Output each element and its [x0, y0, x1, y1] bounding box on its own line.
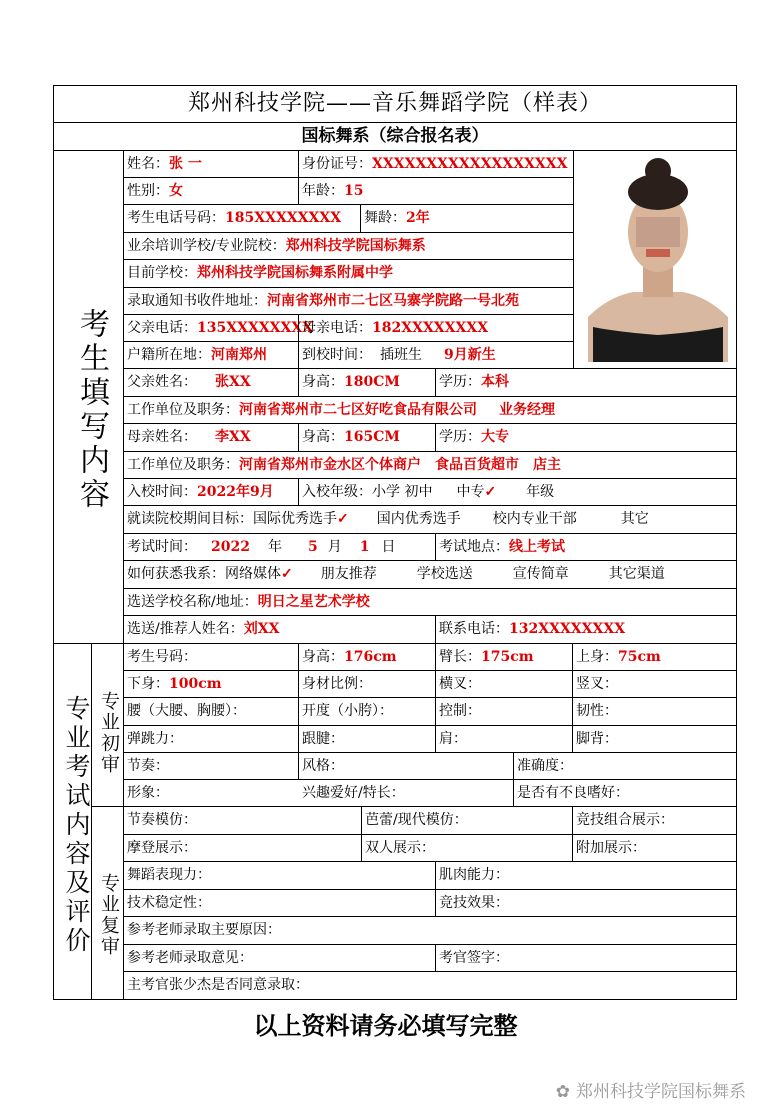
address-label: 录取通知书收件地址：	[127, 293, 267, 309]
mother-name-value[interactable]: 李XX	[215, 429, 251, 445]
exam-year[interactable]: 2022	[211, 539, 250, 555]
image-label[interactable]: 形象：	[127, 785, 169, 801]
enroll-grade-opt2[interactable]: 年级	[526, 484, 555, 500]
exam-day[interactable]: 1	[359, 539, 370, 555]
instep-label[interactable]: 脚背：	[576, 731, 618, 747]
exam-height-label: 身高：	[302, 649, 344, 665]
source-opt4[interactable]: 其它渠道	[608, 566, 665, 582]
heel-label[interactable]: 跟腱：	[302, 731, 344, 747]
split-v-label[interactable]: 竖叉：	[576, 676, 618, 692]
effect-label[interactable]: 竞技效果：	[439, 895, 509, 911]
mother-edu-value[interactable]: 大专	[481, 429, 509, 445]
watermark	[556, 1077, 746, 1102]
contact-label: 联系电话：	[439, 621, 509, 637]
school-label: 业余培训学校/专业院校：	[127, 238, 286, 254]
habit-label[interactable]: 是否有不良嗜好：	[517, 785, 629, 801]
address-value[interactable]: 河南省郑州市二七区马寨学院路一号北苑	[267, 293, 519, 309]
current-school-label: 目前学校：	[127, 265, 197, 281]
form-subtitle: 国标舞系（综合报名表）	[301, 126, 489, 146]
section-exam: 专业考试内容及评价	[62, 694, 91, 956]
muscle-label[interactable]: 肌肉能力：	[439, 867, 509, 883]
arrival-type: 插班生	[380, 347, 422, 363]
modern-label[interactable]: 摩登展示：	[127, 840, 197, 856]
dance-age-value[interactable]: 2年	[406, 210, 430, 226]
chief-label[interactable]: 主考官张少杰是否同意录取：	[127, 977, 309, 993]
mother-work-label: 工作单位及职务：	[127, 457, 239, 473]
arrival-value[interactable]: 9月新生	[444, 347, 496, 363]
dance-age-label: 舞龄：	[364, 210, 406, 226]
exam-day-unit: 日	[381, 539, 396, 555]
father-work-value[interactable]: 河南省郑州市二七区好吃食品有限公司	[239, 402, 477, 418]
shoulder-label[interactable]: 肩：	[439, 731, 467, 747]
mother-height-label: 身高：	[302, 429, 344, 445]
footer-note: 以上资料请务必填写完整	[253, 1011, 518, 1040]
father-height-label: 身高：	[302, 374, 344, 390]
id-value[interactable]: XXXXXXXXXXXXXXXXXX	[372, 156, 568, 172]
section-second-review: 专业复审	[98, 873, 120, 957]
rhythm-imit-label[interactable]: 节奏模仿：	[127, 812, 197, 828]
enroll-time-label: 入校时间：	[127, 484, 197, 500]
watermark-text: 郑州科技学院国标舞系	[576, 1082, 746, 1102]
father-height-value[interactable]: 180CM	[344, 374, 400, 390]
section-applicant: 考生填写内容	[74, 308, 109, 512]
sender-name-label: 选送/推荐人姓名：	[127, 621, 244, 637]
waist-label[interactable]: 腰（大腰、胸腰）：	[127, 703, 246, 719]
signature-label[interactable]: 考官签字：	[439, 950, 509, 966]
mother-title-value[interactable]: 店主	[533, 457, 561, 473]
mother-height-value[interactable]: 165CM	[344, 429, 400, 445]
style-label[interactable]: 风格：	[302, 758, 344, 774]
gender-value[interactable]: 女	[169, 183, 183, 199]
exam-place-label: 考试地点：	[439, 539, 509, 555]
exam-month[interactable]: 5	[307, 539, 318, 555]
age-label: 年龄：	[302, 183, 344, 199]
applicant-photo	[588, 157, 728, 362]
hip-label[interactable]: 开度（小胯）：	[302, 703, 393, 719]
hukou-value[interactable]: 河南郑州	[211, 347, 267, 363]
goal-label[interactable]: 就读院校期间目标：国际优秀选手	[127, 511, 337, 527]
exam-place-value[interactable]: 线上考试	[509, 539, 565, 555]
father-edu-label: 学历：	[439, 374, 481, 390]
father-name-label: 父亲姓名：	[127, 374, 197, 390]
father-work-label: 工作单位及职务：	[127, 402, 239, 418]
source-opt1[interactable]: 朋友推荐	[320, 566, 377, 582]
goal-opt3[interactable]: 其它	[620, 511, 649, 527]
extra-label[interactable]: 附加展示：	[576, 840, 646, 856]
split-h-label[interactable]: 横叉：	[439, 676, 481, 692]
accuracy-label[interactable]: 准确度：	[517, 758, 573, 774]
source-opt2[interactable]: 学校选送	[416, 566, 473, 582]
contact-value[interactable]: 132XXXXXXXX	[509, 621, 626, 637]
stability-label[interactable]: 技术稳定性：	[127, 895, 211, 911]
portrait-image	[588, 157, 728, 362]
arrival-label: 到校时间：	[302, 347, 372, 363]
sender-school-label: 选送学校名称/地址：	[127, 594, 258, 610]
lower-label: 下身：	[127, 676, 169, 692]
source-label[interactable]: 如何获悉我系：网络媒体	[127, 566, 281, 582]
ratio-label[interactable]: 身材比例：	[302, 676, 372, 692]
exam-year-unit: 年	[267, 539, 282, 555]
section-first-review: 专业初审	[98, 691, 120, 775]
mother-work-value[interactable]: 河南省郑州市金水区个体商户	[239, 457, 421, 473]
upper-value[interactable]: 75cm	[618, 649, 661, 665]
age-value[interactable]: 15	[344, 183, 364, 199]
tough-label[interactable]: 韧性：	[576, 703, 618, 719]
father-edu-value[interactable]: 本科	[481, 374, 509, 390]
hukou-label: 户籍所在地：	[127, 347, 211, 363]
source-check[interactable]: ✓	[281, 566, 293, 582]
mother-phone-label: 母亲电话：	[302, 320, 372, 336]
upper-label: 上身：	[576, 649, 618, 665]
combo-label[interactable]: 竞技组合展示：	[576, 812, 674, 828]
gender-label: 性别：	[127, 183, 169, 199]
name-label: 姓名：	[127, 156, 169, 172]
sender-school-value[interactable]: 明日之星艺术学校	[257, 594, 370, 610]
arm-value[interactable]: 175cm	[481, 649, 534, 665]
mother-work2-value[interactable]: 食品百货超市	[435, 457, 519, 473]
school-value[interactable]: 郑州科技学院国标舞系	[285, 238, 426, 254]
arm-label: 臂长：	[439, 649, 481, 665]
goal-opt2[interactable]: 校内专业干部	[492, 511, 577, 527]
mother-edu-label: 学历：	[439, 429, 481, 445]
father-title-value[interactable]: 业务经理	[499, 402, 555, 418]
pair-label[interactable]: 双人展示：	[365, 840, 435, 856]
father-phone-value[interactable]: 135XXXXXXXX	[197, 320, 314, 336]
name-value[interactable]: 张 一	[169, 156, 202, 172]
lower-value[interactable]: 100cm	[169, 676, 222, 692]
father-name-value[interactable]: 张XX	[215, 374, 251, 390]
phone-value[interactable]: 185XXXXXXXX	[225, 210, 342, 226]
perform-label[interactable]: 舞蹈表现力：	[127, 867, 211, 883]
current-school-value[interactable]: 郑州科技学院国标舞系附属中学	[197, 265, 393, 281]
exam-time-label: 考试时间：	[127, 539, 197, 555]
jump-label[interactable]: 弹跳力：	[127, 731, 183, 747]
id-label: 身份证号：	[302, 156, 372, 172]
opinion-label[interactable]: 参考老师录取意见：	[127, 950, 253, 966]
goal-opt1[interactable]: 国内优秀选手	[376, 511, 461, 527]
ballet-label[interactable]: 芭蕾/现代模仿：	[365, 812, 468, 828]
control-label[interactable]: 控制：	[439, 703, 481, 719]
exam-no-label[interactable]: 考生号码：	[127, 649, 197, 665]
reason-label[interactable]: 参考老师录取主要原因：	[127, 922, 281, 938]
enroll-grade-check[interactable]: ✓	[484, 484, 497, 500]
sender-name-value[interactable]: 刘XX	[243, 621, 280, 637]
form-title: 郑州科技学院——音乐舞蹈学院（样表）	[187, 91, 602, 116]
exam-height-value[interactable]: 176cm	[344, 649, 397, 665]
exam-month-unit: 月	[327, 539, 342, 555]
mother-name-label: 母亲姓名：	[127, 429, 197, 445]
enroll-time-value[interactable]: 2022年9月	[197, 484, 274, 500]
mother-phone-value[interactable]: 182XXXXXXXX	[372, 320, 489, 336]
hobby-label[interactable]: 兴趣爱好/特长：	[302, 785, 405, 801]
phone-label: 考生电话号码：	[127, 210, 225, 226]
enroll-grade-opt1[interactable]: 中专	[456, 484, 485, 500]
goal-check[interactable]: ✓	[337, 511, 349, 527]
wechat-icon: ✿	[555, 1082, 570, 1102]
rhythm-label[interactable]: 节奏：	[127, 758, 169, 774]
father-phone-label: 父亲电话：	[127, 320, 197, 336]
enroll-grade-label: 入校年级：小学 初中	[302, 484, 433, 500]
source-opt3[interactable]: 宣传简章	[512, 566, 569, 582]
